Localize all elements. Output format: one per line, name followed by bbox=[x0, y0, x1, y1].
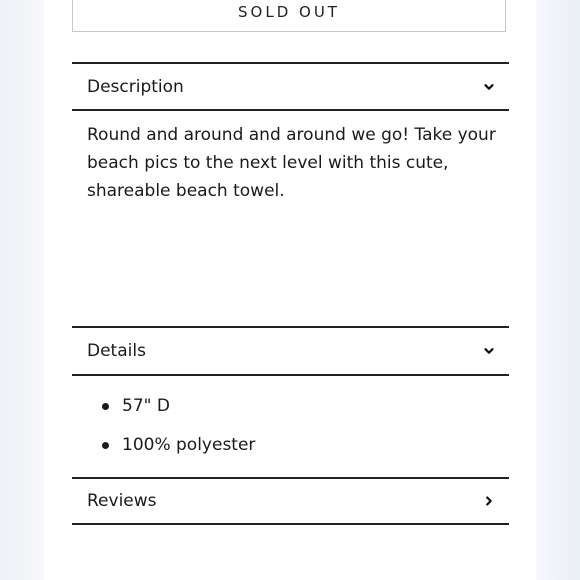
divider bbox=[72, 109, 509, 111]
bullet bbox=[102, 442, 109, 449]
background-left bbox=[0, 0, 44, 580]
bullet bbox=[102, 403, 109, 410]
list-item bbox=[87, 430, 255, 469]
divider bbox=[72, 374, 509, 376]
reviews-title: Reviews bbox=[87, 491, 157, 511]
details-list bbox=[87, 391, 255, 469]
details-title: Details bbox=[87, 341, 146, 361]
background-right bbox=[536, 0, 580, 580]
description-text: Round and around and around we go! Take your beach pics to the next level with this cute, shareable beach towel. bbox=[87, 125, 496, 201]
chevron-right-icon bbox=[483, 495, 495, 507]
sold-out-button[interactable]: SOLD OUT bbox=[72, 0, 506, 32]
detail-material: 100% polyester bbox=[122, 435, 256, 455]
chevron-down-icon bbox=[483, 81, 495, 93]
chevron-down-icon bbox=[483, 345, 495, 357]
description-accordion-header[interactable] bbox=[72, 64, 509, 109]
detail-size: 57" D bbox=[122, 396, 170, 416]
details-accordion-header[interactable] bbox=[72, 328, 509, 374]
list-item bbox=[87, 391, 255, 430]
product-info-panel bbox=[44, 0, 536, 580]
reviews-accordion-header[interactable] bbox=[72, 479, 509, 523]
divider bbox=[72, 523, 509, 525]
description-title: Description bbox=[87, 76, 184, 97]
